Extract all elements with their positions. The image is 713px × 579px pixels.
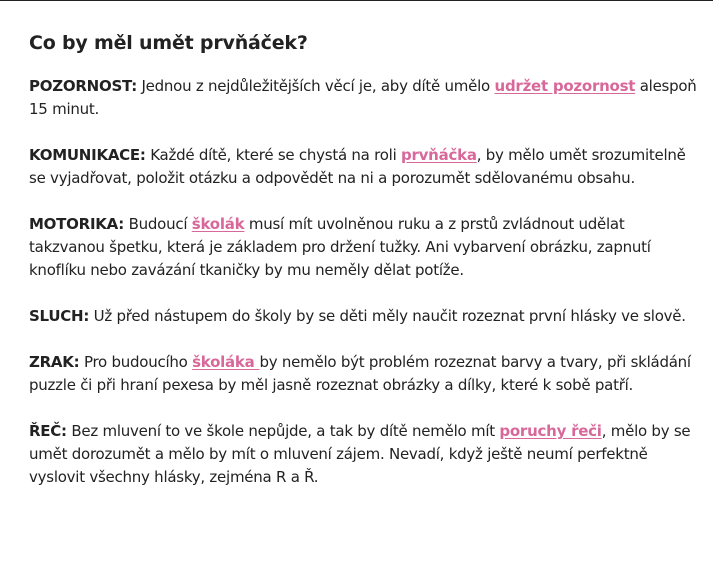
section-sluch	[29, 305, 699, 328]
section-heading: ŘEČ:	[29, 422, 67, 440]
section-text: Pro budoucího	[79, 353, 193, 371]
section-text: Budoucí	[124, 215, 192, 233]
section-komunikace	[29, 144, 699, 190]
section-zrak	[29, 351, 699, 397]
link-udrzet-pozornost[interactable]: udržet pozornost	[494, 77, 636, 95]
section-text: Už před nástupem do školy by se děti měly naučit rozeznat první hlásky ve slově.	[89, 307, 686, 325]
section-text: , by mělo umět srozumitelně se vyjadřovat, položit otázku a odpovědět na ni a porozumět sdělovanému obsahu.	[29, 146, 686, 187]
section-heading: POZORNOST:	[29, 77, 137, 95]
article-title: Co by měl umět prvňáček?	[29, 32, 308, 54]
section-heading: KOMUNIKACE:	[29, 146, 146, 164]
section-text: musí mít uvolněnou ruku a z prstů zvládnout udělat takzvanou špetku, která je základem pro držení tužky. Ani vybarvení obrázku, zapnutí knoflíku nebo zavázání tkaničky by mu neměly dělat potíže.	[29, 215, 651, 279]
section-motorika	[29, 213, 699, 282]
section-pozornost	[29, 75, 699, 121]
section-rec	[29, 420, 699, 489]
section-text: , mělo by se umět dorozumět a mělo by mít o mluvení zájem. Nevadí, když ještě neumí perfektně vyslovit všechny hlásky, zejména R a Ř.	[29, 422, 691, 486]
link-skolak[interactable]: školák	[191, 215, 245, 233]
article	[0, 1, 699, 489]
link-poruchy-reci[interactable]: poruchy řeči	[499, 422, 602, 440]
link-prvnacka[interactable]: prvňáčka	[401, 146, 477, 164]
section-heading: MOTORIKA:	[29, 215, 125, 233]
section-text: Každé dítě, které se chystá na roli	[145, 146, 402, 164]
section-text: Jednou z nejdůležitějších věcí je, aby dítě umělo	[136, 77, 495, 95]
section-text: by nemělo být problém rozeznat barvy a tvary, při skládání puzzle či při hraní pexesa by měl jasně rozeznat obrázky a dílky, které k sobě patří.	[29, 353, 691, 394]
link-skolaka[interactable]: školáka	[192, 353, 260, 371]
section-text: Bez mluvení to ve škole nepůjde, a tak by dítě nemělo mít	[66, 422, 500, 440]
section-heading: ZRAK:	[29, 353, 80, 371]
section-heading: SLUCH:	[29, 307, 90, 325]
section-text: alespoň 15 minut.	[29, 77, 697, 118]
